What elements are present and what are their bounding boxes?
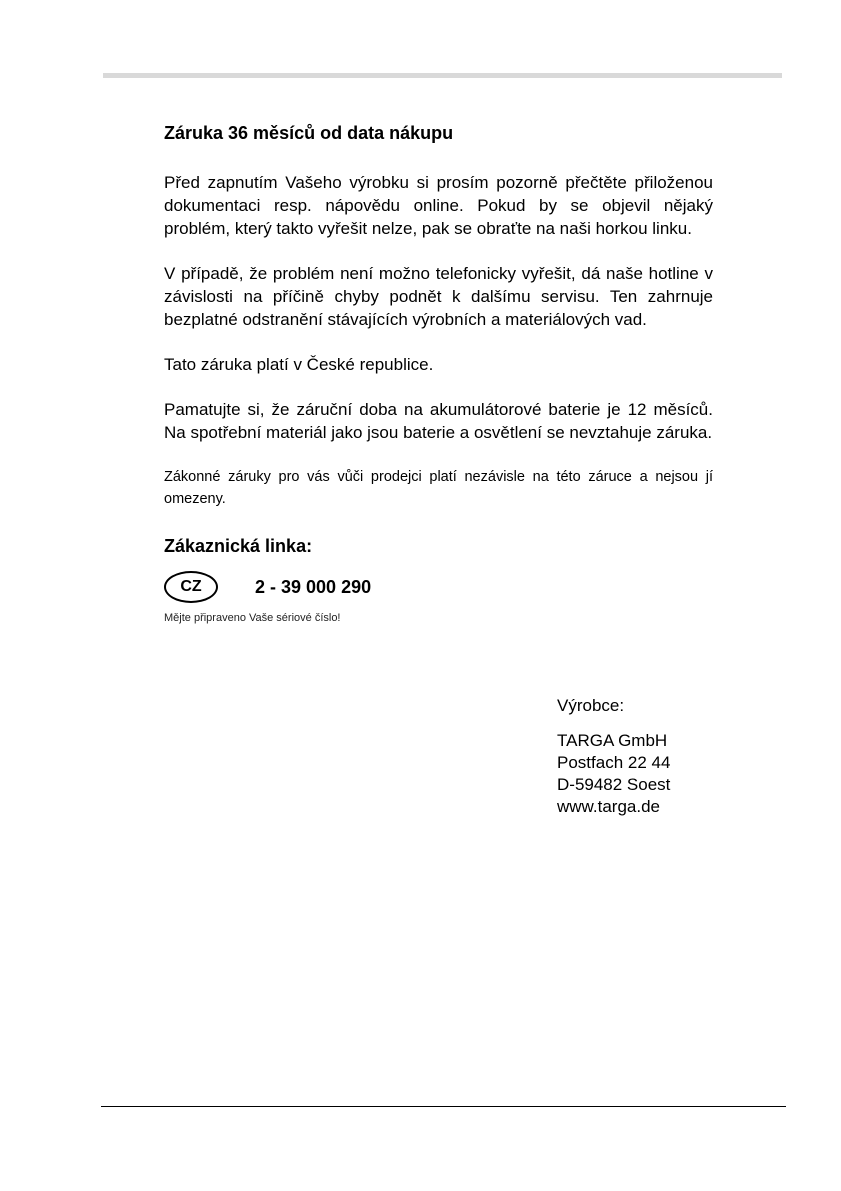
manufacturer-address-line2: D-59482 Soest [557,775,671,794]
bottom-divider [101,1106,786,1107]
serial-number-note: Mějte připraveno Vaše sériové číslo! [164,612,341,624]
manufacturer-label: Výrobce: [557,696,625,715]
warranty-paragraph-intro: Před zapnutím Vašeho výrobku si prosím pozorně přečtěte přiloženou dokumentaci resp. nápovědu online. Pokud by se objevil nějaký problém, který takto vyřešit nelze, pak se obraťte na naši horkou linku. [164,173,713,238]
warranty-paragraph-country: Tato záruka platí v České republice. [164,355,434,374]
country-badge: CZ [164,571,218,603]
top-divider [103,73,782,78]
manufacturer-website: www.targa.de [557,797,660,816]
manufacturer-block [557,695,670,818]
hotline-phone: 2 - 39 000 290 [255,576,372,597]
warranty-section [164,122,713,625]
hotline-title: Zákaznická linka: [164,536,313,556]
hotline-row [164,569,713,605]
manufacturer-name: TARGA GmbH [557,731,668,750]
legal-note: Zákonné záruky pro vás vůči prodejci platí nezávisle na této záruce a nejsou jí omezeny. [164,469,713,507]
warranty-paragraph-service: V případě, že problém není možno telefonicky vyřešit, dá naše hotline v závislosti na příčině chyby podnět k dalšímu servisu. Ten zahrnuje bezplatné odstranění stávajících výrobních a materiálových vad. [164,264,713,329]
warranty-paragraph-battery: Pamatujte si, že záruční doba na akumulátorové baterie je 12 měsíců. Na spotřební materiál jako jsou baterie a osvětlení se nevztahuje záruka. [164,400,713,442]
warranty-title: Záruka 36 měsíců od data nákupu [164,123,454,143]
manufacturer-address-line1: Postfach 22 44 [557,753,671,772]
